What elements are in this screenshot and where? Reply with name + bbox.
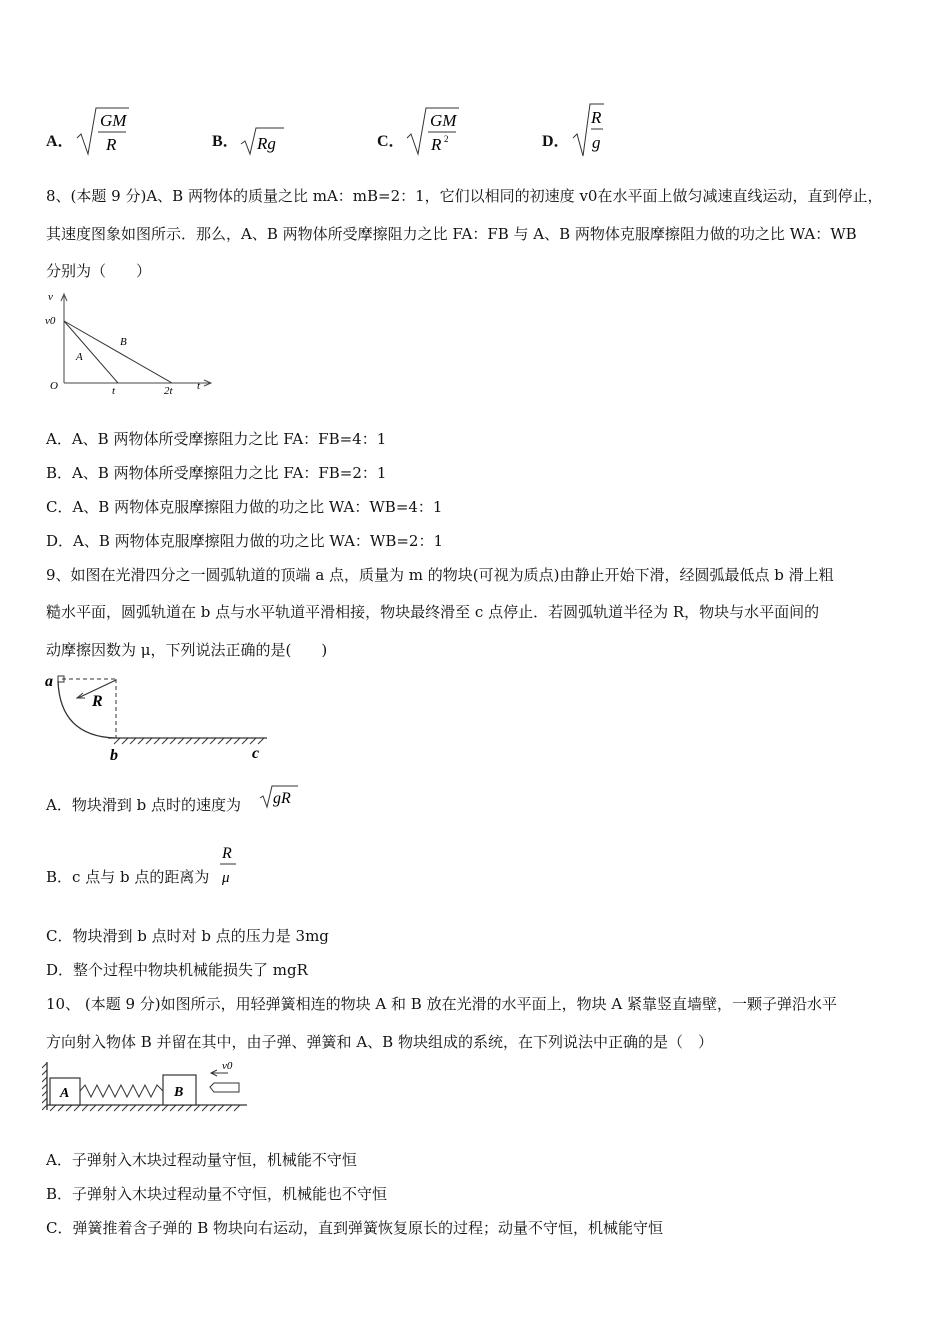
- q8-line-a: [64, 321, 118, 383]
- q9-stem-line-2: 糙水平面，圆弧轨道在 b 点与水平轨道平滑相接，物块最终滑至 c 点停止．若圆弧轨道半径为 R，物块与水平面间的: [46, 603, 820, 621]
- q9-option-a[interactable]: [46, 795, 241, 815]
- q9-stem-line-3: 动摩擦因数为 μ，下列说法正确的是( ): [46, 641, 328, 659]
- q10-block-b-label: B: [174, 1085, 184, 1100]
- q8-2t-label: 2t: [164, 385, 173, 396]
- q7-option-b-formula: [238, 122, 288, 156]
- q8-t-label: t: [112, 385, 116, 396]
- q8-line-a-label: A: [76, 351, 83, 363]
- q10-stem-line-1: 10、 (本题 9 分)如图所示，用轻弹簧相连的物块 A 和 B 放在光滑的水平面上，物块 A 紧靠竖直墙壁，一颗子弹沿水平: [46, 995, 837, 1013]
- q9-option-a-formula: [258, 782, 302, 810]
- q8-stem-line-3: 分别为（ ）: [46, 262, 152, 280]
- q7-c-exp: 2: [444, 134, 449, 144]
- q8-origin-label: O: [50, 380, 58, 392]
- q9-arc-track-figure: [42, 668, 272, 768]
- q8-option-a[interactable]: A．A、B 两物体所受摩擦阻力之比 FA：FB=4：1: [46, 430, 387, 448]
- q9-arc: [58, 681, 115, 738]
- q9-option-b[interactable]: [46, 867, 209, 887]
- q10-option-a[interactable]: A．子弹射入木块过程动量守恒，机械能不守恒: [46, 1151, 357, 1169]
- q8-v0-label: v0: [45, 315, 56, 327]
- q9-option-d[interactable]: D．整个过程中物块机械能损失了 mgR: [46, 961, 308, 979]
- q8-velocity-graph: [44, 290, 219, 396]
- q9-stem-line-1: 9、如图在光滑四分之一圆弧轨道的顶端 a 点，质量为 m 的物块(可视为质点)由静止开始下滑，经圆弧最低点 b 滑上粗: [46, 566, 834, 584]
- q7-c-den: R: [431, 135, 442, 154]
- q9-b-den: μ: [222, 870, 230, 886]
- q7-a-num: GM: [100, 111, 127, 130]
- q7-d-num: R: [591, 108, 602, 127]
- q10-spring: [80, 1085, 163, 1097]
- q8-axis-t-label: t: [197, 380, 201, 392]
- q7-b-rad: Rg: [257, 134, 276, 153]
- q9-point-a: a: [45, 673, 53, 690]
- q9-option-c[interactable]: C．物块滑到 b 点时对 b 点的压力是 3mg: [46, 927, 329, 945]
- q9-point-c: c: [252, 745, 260, 762]
- q8-stem-line-2: 其速度图象如图所示．那么，A、B 两物体所受摩擦阻力之比 FA：FB 与 A、B 两物体克服摩擦阻力做的功之比 WA：WB: [46, 225, 857, 243]
- q7-option-c-formula: [404, 102, 464, 158]
- q8-stem-line-1: 8、(本题 9 分)A、B 两物体的质量之比 mA：mB=2：1，它们以相同的初速度 v0在水平面上做匀减速直线运动，直到停止，: [46, 187, 883, 205]
- q7-option-b-label: B．: [212, 133, 239, 150]
- q9-option-a-text: A．物块滑到 b 点时的速度为: [46, 796, 241, 814]
- q10-bullet: [210, 1083, 239, 1092]
- q9-option-b-text: B．c 点与 b 点的距离为: [46, 868, 210, 886]
- q9-a-expr: gR: [273, 790, 291, 807]
- q9-point-b: b: [110, 747, 118, 764]
- q7-option-d-formula: [570, 100, 610, 160]
- q8-v-label: v: [48, 291, 53, 303]
- q10-v0-label: v0: [222, 1060, 233, 1072]
- q10-stem-line-2: 方向射入物体 B 并留在其中，由子弹、弹簧和 A、B 物块组成的系统，在下列说法中正确的是（ ）: [46, 1033, 713, 1051]
- q10-block-a-label: A: [60, 1086, 70, 1101]
- q8-option-d[interactable]: D．A、B 两物体克服摩擦阻力做的功之比 WA：WB=2：1: [46, 532, 444, 550]
- q7-option-c-label: C．: [377, 133, 405, 150]
- q7-option-a-formula: [74, 102, 134, 158]
- q7-a-den: R: [106, 135, 117, 154]
- q10-option-b[interactable]: B．子弹射入木块过程动量不守恒，机械能也不守恒: [46, 1185, 388, 1203]
- q9-b-num: R: [222, 845, 232, 862]
- q7-option-d-label: D．: [542, 133, 570, 150]
- q8-line-b-label: B: [120, 336, 127, 348]
- q7-c-num: GM: [430, 111, 457, 130]
- q9-option-b-formula: [216, 838, 242, 890]
- q7-d-den: g: [592, 133, 601, 152]
- q7-option-a-label: A．: [46, 133, 74, 150]
- q8-option-b[interactable]: B．A、B 两物体所受摩擦阻力之比 FA：FB=2：1: [46, 464, 387, 482]
- q8-option-c[interactable]: C．A、B 两物体克服摩擦阻力做的功之比 WA：WB=4：1: [46, 498, 443, 516]
- q10-spring-blocks-figure: [42, 1058, 252, 1114]
- q10-option-c[interactable]: C．弹簧推着含子弹的 B 物块向右运动，直到弹簧恢复原长的过程；动量不守恒，机械能守恒: [46, 1219, 664, 1237]
- q9-radius-label: R: [92, 693, 103, 710]
